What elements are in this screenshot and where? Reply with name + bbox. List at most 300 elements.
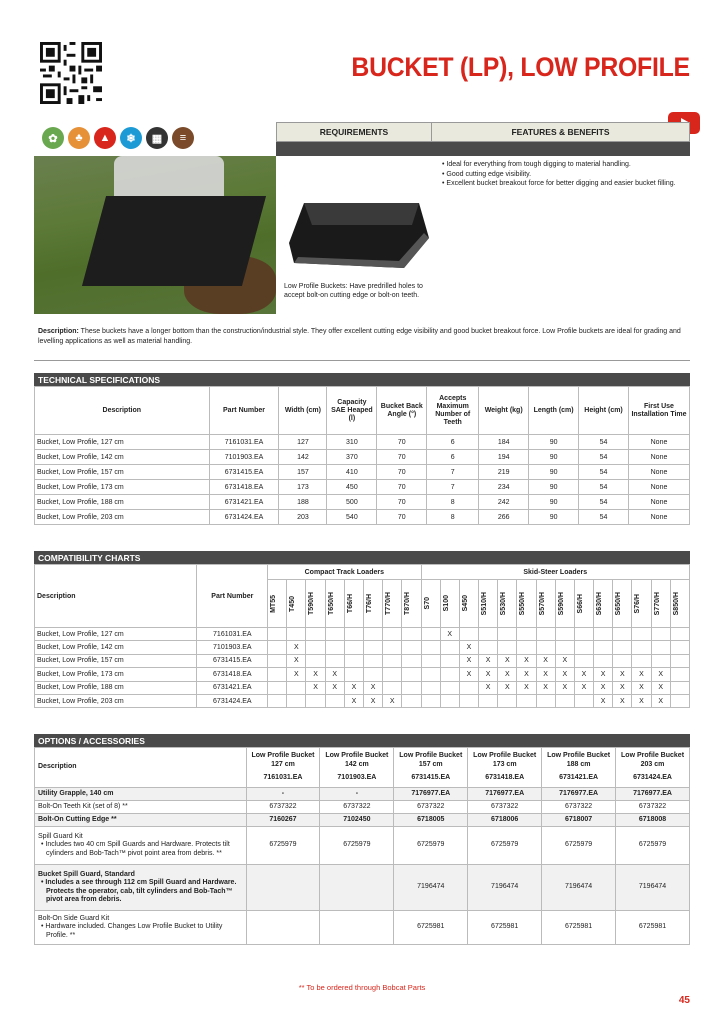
table-cell: 54	[579, 495, 629, 510]
compat-mark: X	[344, 681, 363, 694]
compat-mark	[594, 641, 613, 654]
landscaping-icon: ✿	[42, 127, 64, 149]
table-cell: 7196474	[468, 865, 542, 911]
compat-mark	[632, 654, 651, 667]
compat-mark	[613, 654, 632, 667]
compat-mark	[268, 628, 287, 641]
table-cell: 7176977.EA	[468, 788, 542, 801]
bucket-image	[284, 163, 434, 278]
compat-mark	[344, 641, 363, 654]
compat-mark	[651, 641, 670, 654]
compat-mark	[440, 641, 459, 654]
table-cell: 242	[479, 495, 529, 510]
table-cell: Bucket, Low Profile, 142 cm	[35, 641, 197, 654]
compat-mark	[402, 694, 421, 707]
table-cell: Bucket, Low Profile, 188 cm	[35, 681, 197, 694]
compat-mark	[306, 641, 325, 654]
table-cell: 6725979	[394, 827, 468, 865]
table-cell: Bucket, Low Profile, 142 cm	[35, 450, 210, 465]
compat-mark: X	[517, 654, 536, 667]
model-label: T870/H	[404, 592, 412, 615]
table-cell: None	[628, 465, 689, 480]
model-label: S770/H	[653, 591, 661, 616]
compat-mark: X	[306, 668, 325, 681]
table-cell: 7102450	[320, 814, 394, 827]
table-cell: 234	[479, 480, 529, 495]
table-row	[35, 911, 690, 945]
table-cell: 6718006	[468, 814, 542, 827]
compat-mark	[344, 628, 363, 641]
table-cell: 6731418.EA	[197, 668, 268, 681]
table-row	[35, 641, 690, 654]
table-cell: 54	[579, 480, 629, 495]
model-header	[498, 580, 517, 628]
table-cell: 7161031.EA	[209, 435, 279, 450]
compat-mark	[402, 681, 421, 694]
compat-mark	[306, 654, 325, 667]
model-header	[287, 580, 306, 628]
table-row	[35, 628, 690, 641]
compat-mark: X	[632, 694, 651, 707]
compat-mark	[421, 694, 440, 707]
page-title: BUCKET (LP), LOW PROFILE	[351, 52, 690, 82]
compat-mark	[440, 681, 459, 694]
table-cell: 203	[279, 510, 327, 525]
option-name: Bolt-On Cutting Edge **	[38, 815, 117, 823]
compat-mark	[287, 681, 306, 694]
table-cell: None	[628, 435, 689, 450]
compat-mark: X	[325, 668, 344, 681]
compat-mark: X	[651, 668, 670, 681]
compat-mark	[670, 694, 689, 707]
compat-mark	[383, 628, 402, 641]
bucket-part: 7161031.EA	[263, 774, 303, 782]
compat-mark: X	[479, 654, 498, 667]
compat-mark	[670, 628, 689, 641]
compat-mark	[670, 681, 689, 694]
bucket-name: Low Profile Bucket 188 cm	[547, 752, 611, 768]
table-cell	[35, 801, 247, 814]
compat-mark	[440, 654, 459, 667]
model-header	[325, 580, 344, 628]
compat-part-header: Part Number	[197, 565, 268, 628]
model-label: S650/H	[615, 591, 623, 616]
compat-mark	[383, 681, 402, 694]
table-cell: 6731415.EA	[209, 465, 279, 480]
compat-mark	[574, 654, 593, 667]
bucket-part: 6731421.EA	[559, 774, 599, 782]
option-name: Bolt-On Side Guard Kit	[38, 914, 110, 922]
table-cell: Bucket, Low Profile, 127 cm	[35, 435, 210, 450]
table-cell	[35, 814, 247, 827]
table-cell: 90	[529, 450, 579, 465]
compat-mark	[344, 654, 363, 667]
table-cell: 7176977.EA	[542, 788, 616, 801]
compat-mark	[287, 628, 306, 641]
model-header	[632, 580, 651, 628]
feature-item: • Good cutting edge visibility.	[442, 170, 690, 180]
model-header	[651, 580, 670, 628]
options-table	[34, 747, 690, 945]
option-detail: • Includes two 40 cm Spill Guards and Hardware. Protects tilt cylinders and Bob-Tach™ pivot point area from debris. **	[41, 841, 230, 857]
bucket-name: Low Profile Bucket 173 cm	[473, 752, 537, 768]
compat-mark: X	[651, 681, 670, 694]
compat-mark: X	[594, 694, 613, 707]
table-cell	[35, 911, 247, 945]
compat-mark	[421, 681, 440, 694]
option-name: Bucket Spill Guard, Standard	[38, 870, 135, 878]
table-cell: 142	[279, 450, 327, 465]
compat-mark: X	[498, 654, 517, 667]
table-cell: 370	[327, 450, 377, 465]
application-icons	[42, 127, 194, 149]
compat-mark	[306, 694, 325, 707]
tech-column-header: Accepts Maximum Number of Teeth	[427, 387, 479, 435]
compat-mark	[459, 681, 478, 694]
compat-mark	[383, 668, 402, 681]
compat-mark	[421, 628, 440, 641]
table-cell: 70	[377, 495, 427, 510]
compat-mark: X	[287, 654, 306, 667]
model-header	[459, 580, 478, 628]
snow-icon: ❄	[120, 127, 142, 149]
compat-mark: X	[536, 654, 555, 667]
model-label: S550/H	[519, 591, 527, 616]
model-header	[574, 580, 593, 628]
compat-mark	[325, 654, 344, 667]
table-cell: 7196474	[616, 865, 690, 911]
table-cell: 6737322	[616, 801, 690, 814]
tech-column-header: Width (cm)	[279, 387, 327, 435]
model-header	[306, 580, 325, 628]
model-label: S630/H	[596, 591, 604, 616]
divider	[34, 360, 690, 361]
model-label: T66/H	[346, 593, 354, 614]
table-cell	[246, 865, 320, 911]
bucket-column-header	[246, 748, 320, 788]
table-cell: 90	[529, 435, 579, 450]
table-cell: -	[246, 788, 320, 801]
compat-mark	[344, 668, 363, 681]
qr-code[interactable]	[40, 42, 102, 104]
table-cell: 7176977.EA	[394, 788, 468, 801]
option-name: Utility Grapple, 140 cm	[38, 789, 114, 797]
compat-mark: X	[363, 694, 382, 707]
compat-mark	[402, 641, 421, 654]
table-cell	[246, 911, 320, 945]
table-cell: 6731421.EA	[197, 681, 268, 694]
compat-mark	[325, 694, 344, 707]
description-text: These buckets have a longer bottom than the construction/industrial style. They offer excellent cutting edge visibility and good bucket breakout force. Low Profile buckets are ideal for grading and levelling applications as well as material handling.	[38, 328, 681, 345]
bucket-part: 6731424.EA	[633, 774, 672, 782]
compat-mark	[517, 641, 536, 654]
compat-mark: X	[613, 668, 632, 681]
model-label: S590/H	[557, 591, 565, 616]
table-cell: Bucket, Low Profile, 173 cm	[35, 668, 197, 681]
tech-column-header: Length (cm)	[529, 387, 579, 435]
bucket-name: Low Profile Bucket 157 cm	[399, 752, 463, 768]
compat-mark	[440, 668, 459, 681]
table-cell: 90	[529, 480, 579, 495]
table-cell: 184	[479, 435, 529, 450]
compat-mark	[479, 641, 498, 654]
table-row	[35, 681, 690, 694]
bucket-name: Low Profile Bucket 142 cm	[325, 752, 389, 768]
table-row	[35, 814, 690, 827]
compat-mark: X	[555, 654, 574, 667]
table-cell: 6725981	[394, 911, 468, 945]
compat-mark	[517, 628, 536, 641]
option-name: Bolt-On Teeth Kit (set of 8) **	[38, 802, 128, 810]
model-label: S66/H	[576, 593, 584, 614]
compat-mark	[459, 628, 478, 641]
model-header	[613, 580, 632, 628]
model-header	[440, 580, 459, 628]
compat-mark	[363, 668, 382, 681]
compat-mark	[651, 628, 670, 641]
product-photo	[34, 156, 276, 314]
model-header	[344, 580, 363, 628]
compat-mark	[363, 654, 382, 667]
model-label: MT55	[270, 594, 278, 613]
compat-mark	[574, 628, 593, 641]
model-header	[268, 580, 287, 628]
compat-mark: X	[574, 668, 593, 681]
table-cell: 6731421.EA	[209, 495, 279, 510]
compat-mark	[268, 654, 287, 667]
compat-mark	[306, 628, 325, 641]
options-heading: OPTIONS / ACCESSORIES	[34, 734, 690, 747]
compat-mark: X	[555, 681, 574, 694]
table-cell: 6725981	[542, 911, 616, 945]
bucket-name: Low Profile Bucket 127 cm	[251, 752, 315, 768]
model-header	[383, 580, 402, 628]
tech-column-header: Description	[35, 387, 210, 435]
agriculture-icon: ♣	[68, 127, 90, 149]
compat-mark	[594, 628, 613, 641]
model-label: S76/H	[634, 593, 642, 614]
table-cell: 7161031.EA	[197, 628, 268, 641]
bucket-part: 6731415.EA	[411, 774, 451, 782]
tech-specs-table	[34, 386, 690, 525]
compat-heading: COMPATIBILITY CHARTS	[34, 551, 690, 564]
model-header	[363, 580, 382, 628]
compat-mark: X	[363, 681, 382, 694]
table-cell: 70	[377, 450, 427, 465]
table-cell: None	[628, 450, 689, 465]
compat-mark: X	[287, 668, 306, 681]
table-cell: 8	[427, 510, 479, 525]
table-cell: 6725979	[616, 827, 690, 865]
table-cell: 7101903.EA	[209, 450, 279, 465]
tech-column-header: First Use Installation Time	[628, 387, 689, 435]
compat-mark: X	[306, 681, 325, 694]
requirements-label: REQUIREMENTS	[277, 123, 432, 141]
table-cell: 70	[377, 435, 427, 450]
table-cell: 6731415.EA	[197, 654, 268, 667]
compat-mark	[670, 654, 689, 667]
compat-mark	[632, 641, 651, 654]
table-cell	[320, 911, 394, 945]
compat-mark: X	[594, 681, 613, 694]
table-cell: 54	[579, 435, 629, 450]
bucket-column-header	[320, 748, 394, 788]
table-cell: 6731424.EA	[197, 694, 268, 707]
compat-mark: X	[517, 681, 536, 694]
table-cell: 54	[579, 510, 629, 525]
compat-mark: X	[613, 694, 632, 707]
compat-mark: X	[632, 668, 651, 681]
compat-mark	[402, 628, 421, 641]
feature-item: • Excellent bucket breakout force for better digging and easier bucket filling.	[442, 179, 690, 189]
model-header	[594, 580, 613, 628]
model-header	[555, 580, 574, 628]
tech-column-header: Part Number	[209, 387, 279, 435]
tech-column-header: Bucket Back Angle (°)	[377, 387, 427, 435]
features-label: FEATURES & BENEFITS	[511, 127, 610, 137]
table-cell: 6737322	[394, 801, 468, 814]
compat-mark	[421, 641, 440, 654]
table-cell: 70	[377, 480, 427, 495]
table-cell: 90	[529, 510, 579, 525]
table-cell: 6737322	[542, 801, 616, 814]
model-label: T590/H	[308, 592, 316, 615]
compat-mark	[268, 641, 287, 654]
table-cell: 219	[479, 465, 529, 480]
compat-mark	[555, 694, 574, 707]
table-row	[35, 480, 690, 495]
ssl-group-header: Skid-Steer Loaders	[421, 565, 690, 580]
compat-mark	[555, 628, 574, 641]
compat-mark	[325, 628, 344, 641]
table-cell: 6718008	[616, 814, 690, 827]
compat-mark: X	[632, 681, 651, 694]
model-header	[670, 580, 689, 628]
compat-mark	[325, 641, 344, 654]
table-cell: 450	[327, 480, 377, 495]
compat-mark	[498, 628, 517, 641]
table-cell: 8	[427, 495, 479, 510]
table-cell: 70	[377, 465, 427, 480]
table-cell: 6	[427, 435, 479, 450]
construction-icon: ▲	[94, 127, 116, 149]
table-row	[35, 450, 690, 465]
compat-mark: X	[287, 641, 306, 654]
table-cell	[35, 865, 247, 911]
bucket-column-header	[616, 748, 690, 788]
compat-mark	[498, 694, 517, 707]
compat-mark	[632, 628, 651, 641]
table-cell: 173	[279, 480, 327, 495]
page-number: 45	[678, 995, 690, 1006]
table-cell: 7160267	[246, 814, 320, 827]
model-label: S530/H	[500, 591, 508, 616]
model-label: S70	[423, 597, 431, 610]
demolition-icon: ▦	[146, 127, 168, 149]
description-label: Description:	[38, 328, 79, 335]
compat-mark: X	[344, 694, 363, 707]
bucket-name: Low Profile Bucket 203 cm	[621, 752, 685, 768]
model-header	[479, 580, 498, 628]
compat-mark	[594, 654, 613, 667]
compat-mark	[536, 694, 555, 707]
table-row	[35, 435, 690, 450]
compat-mark: X	[536, 668, 555, 681]
table-cell: -	[320, 788, 394, 801]
table-cell: 6	[427, 450, 479, 465]
compat-mark: X	[479, 668, 498, 681]
compat-mark	[440, 694, 459, 707]
grading-icon: ≡	[172, 127, 194, 149]
bucket-column-header	[394, 748, 468, 788]
table-row	[35, 510, 690, 525]
bucket-part: 6731418.EA	[485, 774, 525, 782]
compat-mark	[613, 641, 632, 654]
table-cell: 6718007	[542, 814, 616, 827]
table-cell	[35, 827, 247, 865]
compat-mark: X	[440, 628, 459, 641]
table-cell: 90	[529, 495, 579, 510]
compat-mark	[536, 628, 555, 641]
compat-mark: X	[555, 668, 574, 681]
table-cell: 540	[327, 510, 377, 525]
compat-mark	[383, 641, 402, 654]
model-header	[536, 580, 555, 628]
table-cell: 90	[529, 465, 579, 480]
compat-mark	[268, 681, 287, 694]
compat-mark: X	[517, 668, 536, 681]
table-cell: 410	[327, 465, 377, 480]
compat-mark	[402, 654, 421, 667]
compat-mark	[670, 668, 689, 681]
table-cell: 6725979	[542, 827, 616, 865]
table-row	[35, 694, 690, 707]
table-cell: Bucket, Low Profile, 127 cm	[35, 628, 197, 641]
compat-mark	[651, 654, 670, 667]
model-label: T770/H	[385, 592, 393, 615]
table-cell: 7	[427, 465, 479, 480]
model-label: S570/H	[538, 591, 546, 616]
model-header	[402, 580, 421, 628]
bucket-caption: Low Profile Buckets: Have predrilled holes to accept bolt-on cutting edge or bolt-on teeth.	[284, 283, 423, 299]
table-row	[35, 788, 690, 801]
table-cell	[35, 788, 247, 801]
compat-mark	[268, 694, 287, 707]
table-row	[35, 668, 690, 681]
table-cell: Bucket, Low Profile, 203 cm	[35, 694, 197, 707]
table-cell: 6725981	[616, 911, 690, 945]
table-cell: 7101903.EA	[197, 641, 268, 654]
compat-mark: X	[479, 681, 498, 694]
compat-mark	[574, 641, 593, 654]
table-cell: 6725979	[468, 827, 542, 865]
compat-mark: X	[651, 694, 670, 707]
table-cell: 7196474	[542, 865, 616, 911]
compat-mark	[459, 694, 478, 707]
compat-mark: X	[594, 668, 613, 681]
compat-mark: X	[459, 641, 478, 654]
table-row	[35, 801, 690, 814]
table-cell: Bucket, Low Profile, 188 cm	[35, 495, 210, 510]
model-label: T450	[289, 595, 297, 612]
table-cell: Bucket, Low Profile, 173 cm	[35, 480, 210, 495]
table-cell: 500	[327, 495, 377, 510]
tech-column-header: Weight (kg)	[479, 387, 529, 435]
compat-mark	[287, 694, 306, 707]
table-row	[35, 654, 690, 667]
table-cell: 70	[377, 510, 427, 525]
table-cell: 6737322	[320, 801, 394, 814]
